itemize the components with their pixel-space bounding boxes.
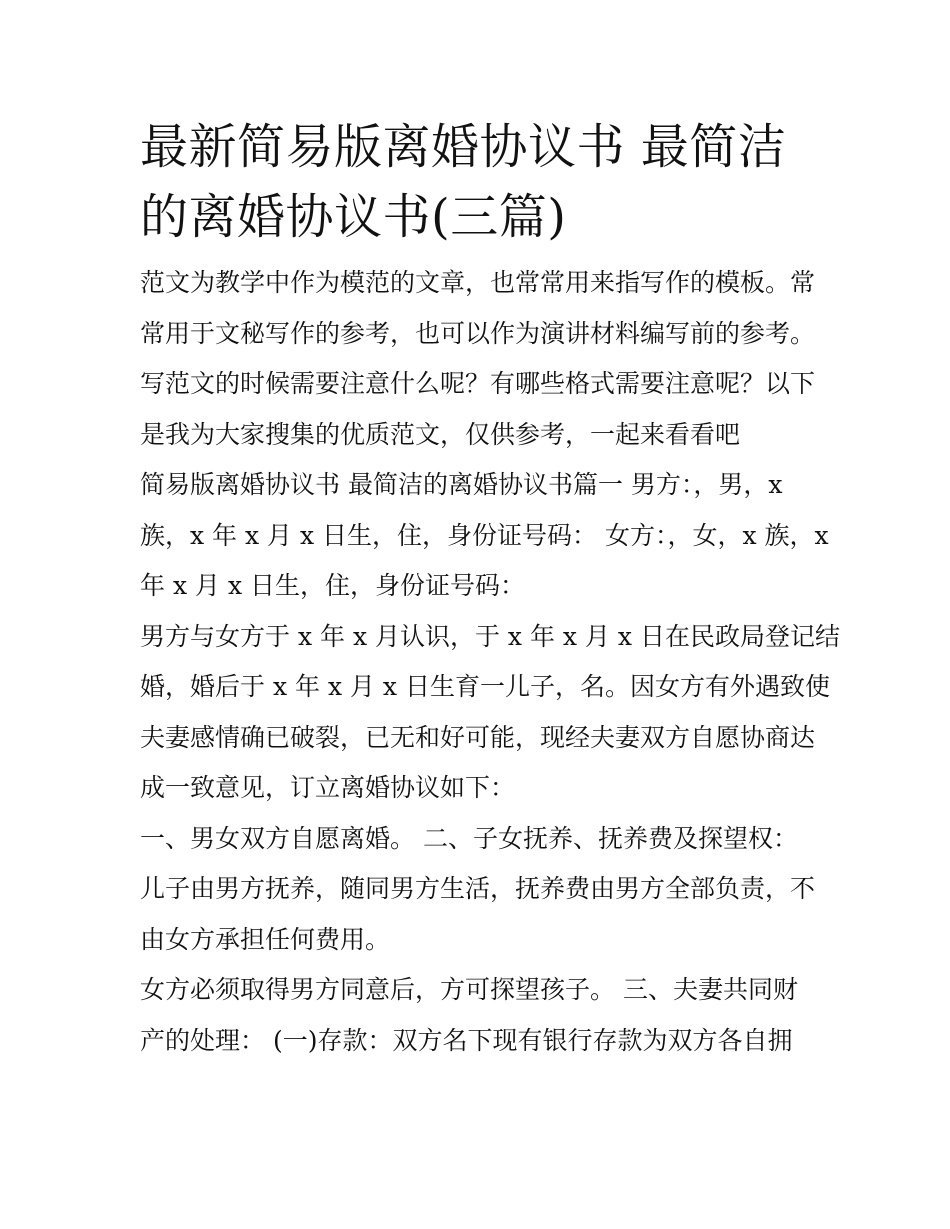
body-line-12: 一、男女双方自愿离婚。 二、子女抚养、抚养费及探望权：	[140, 823, 798, 853]
body-line-2: 常用于文秘写作的参考，也可以作为演讲材料编写前的参考。	[140, 318, 816, 348]
document-body	[140, 258, 840, 1066]
body-line-4: 是我为大家搜集的优质范文，仅供参考，一起来看看吧	[140, 419, 741, 449]
document-content	[140, 112, 840, 1066]
body-line-13: 儿子由男方抚养，随同男方生活，抚养费由男方全部负责，不	[140, 874, 816, 903]
body-line-8: 男方与女方于 x 年 x 月认识，于 x 年 x 月 x 日在民政局登记结	[140, 621, 840, 651]
body-line-7: 年 x 月 x 日生，住，身份证号码：	[140, 571, 525, 600]
body-line-3: 写范文的时候需要注意什么呢？有哪些格式需要注意呢？以下	[140, 369, 816, 398]
body-line-1: 范文为教学中作为模范的文章，也常常用来指写作的模板。常	[140, 268, 816, 297]
body-line-11: 成一致意见，订立离婚协议如下：	[140, 773, 516, 802]
body-line-9: 婚，婚后于 x 年 x 月 x 日生育一儿子，名。因女方有外遇致使	[140, 672, 830, 701]
body-line-5: 简易版离婚协议书 最简洁的离婚协议书篇一 男方：，男，x	[140, 470, 783, 499]
document-title	[140, 112, 820, 252]
body-line-16: 产的处理： (一)存款：双方名下现有银行存款为双方各自拥	[140, 1025, 793, 1055]
title-line-1: 最新简易版离婚协议书 最简洁	[140, 119, 787, 175]
body-line-10: 夫妻感情确已破裂，已无和好可能，现经夫妻双方自愿协商达	[140, 722, 816, 752]
body-line-14: 由女方承担任何费用。	[140, 924, 391, 954]
title-line-2: 的离婚协议书(三篇)	[140, 189, 567, 245]
body-line-6: 族，x 年 x 月 x 日生，住，身份证号码： 女方：，女，x 族，x	[140, 520, 829, 550]
body-line-15: 女方必须取得男方同意后，方可探望孩子。 三、夫妻共同财	[140, 975, 798, 1004]
